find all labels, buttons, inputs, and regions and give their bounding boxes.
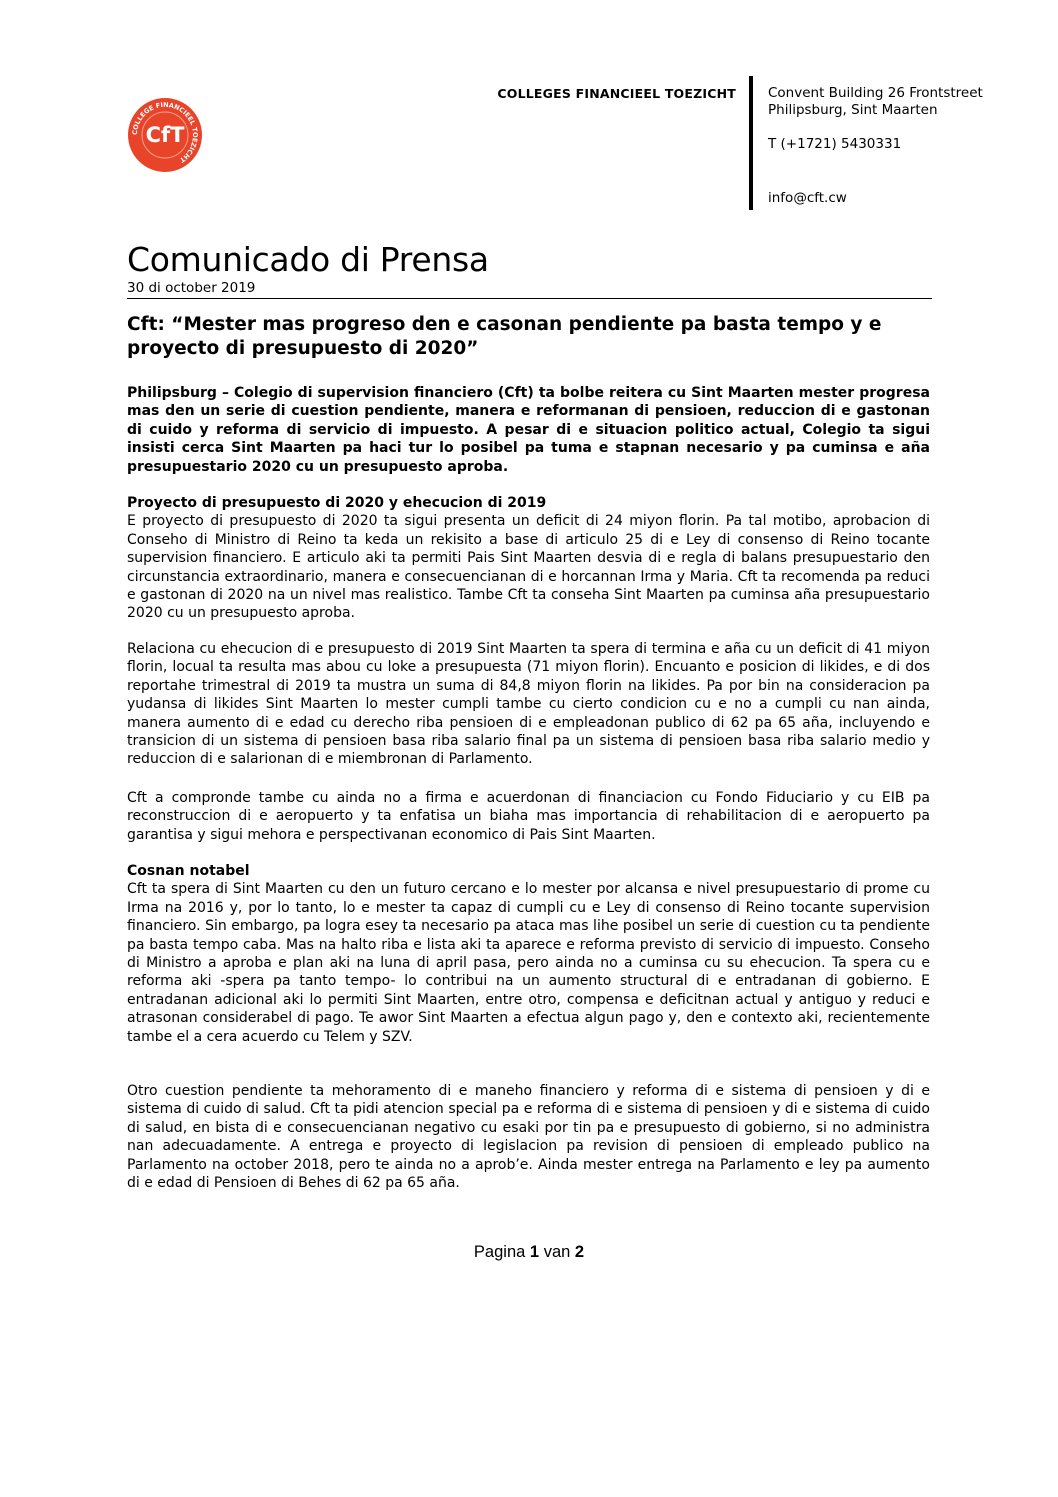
section-1-paragraph-3: Cft a compronde tambe cu ainda no a firma e acuerdonan di financiacion cu Fondo Fiduciario y cu EIB pa reconstruccion di e aeropuerto y ta enfatisa un biaha mas importancia di rehabilitacion di e aeropuerto pa garantisa y sigui mehora e perspectivanan economico di Pais Sint Maarten. bbox=[127, 790, 930, 843]
lead-paragraph: Philipsburg – Colegio di supervision financiero (Cft) ta bolbe reitera cu Sint Maarten mester progresa mas den un serie di cuestion pendiente, manera e reformanan di pensioen, reduccion di e gastonan di cuido y reforma di servicio di impuesto. A pesar di e situacion politico actual, Colegio ta sigui insisti cerca Sint Maarten pa haci tur lo posibel pa tuma e stapnan necesario y pa cuminsa e aña presupuestario 2020 cu un presupuesto aproba. bbox=[127, 385, 930, 475]
title-rule bbox=[127, 298, 932, 299]
email-link[interactable]: info@cft.cw bbox=[768, 190, 847, 206]
section-1-paragraph-2-block bbox=[127, 640, 930, 769]
section-1-paragraph-3-block bbox=[127, 789, 930, 844]
page-of: van bbox=[543, 1243, 571, 1261]
page-current: 1 bbox=[529, 1243, 540, 1261]
section-1 bbox=[127, 494, 930, 623]
address bbox=[768, 85, 983, 119]
document-title: Comunicado di Prensa bbox=[127, 240, 489, 279]
section-1-paragraph-1: E proyecto di presupuesto di 2020 ta sigui presenta un deficit di 24 miyon florin. Pa tal motibo, aprobacion di Conseho di Ministro di Reino ta keda un rekisito a base di articulo 25 di e Ley di consenso di Reino tocante supervision financiero. E articulo aki ta permiti Pais Sint Maarten desvia di e regla di balans presupuestario den circunstancia extraordinario, manera e consecuencianan di e horcannan Irma y Maria. Cft ta recomenda pa reduci e gastonan di 2020 na un nivel mas realistico. Tambe Cft ta conseha Sint Maarten pa cuminsa aña presupuestario 2020 cu un presupuesto aproba. bbox=[127, 513, 930, 622]
section-2-paragraph-1: Cft ta spera di Sint Maarten cu den un futuro cercano e lo mester por alcansa e nivel presupuestario di prome cu Irma na 2016 y, por lo tanto, lo e mester ta capaz di cumpli cu e Ley di consenso di Reino tocante supervision financiero. Sin embargo, pa logra esey ta necesario pa ataca mas lihe posibel un serie di cuestion cu ta pendiente pa basta tempo caba. Mas na halto riba e lista aki ta aparece e reforma previsto di servicio di impuesto. Conseho di Ministro a aproba e plan aki na luna di april pasa, pero ainda no a cuminsa cu su ehecucion. Ta spera cu e reforma aki -spera pa tanto tempo- lo contribui na un aumento structural di e entradanan di gobierno. E entradanan adicional aki lo permiti Sint Maarten, entre otro, compensa e deficitnan actual y antiguo y reduci e atrasonan considerabel di pago. Te awor Sint Maarten a efectua algun pago y, den e contexto aki, recientemente tambe el a cera acuerdo cu Telem y SZV. bbox=[127, 881, 930, 1045]
page-word: Pagina bbox=[473, 1243, 526, 1261]
section-2-heading: Cosnan notabel bbox=[127, 863, 250, 879]
address-line-1: Convent Building 26 Frontstreet bbox=[768, 85, 983, 101]
document-date: 30 di october 2019 bbox=[127, 280, 256, 296]
page-number bbox=[0, 1243, 1058, 1262]
headline: Cft: “Mester mas progreso den e casonan pendiente pa basta tempo y e proyecto di presupuesto di 2020” bbox=[127, 314, 882, 359]
address-line-2: Philipsburg, Sint Maarten bbox=[768, 102, 938, 118]
section-2-paragraph-2-block bbox=[127, 1082, 930, 1192]
section-1-heading: Proyecto di presupuesto di 2020 y ehecucion di 2019 bbox=[127, 495, 547, 511]
cft-logo bbox=[127, 97, 203, 173]
header-divider bbox=[749, 76, 753, 210]
logo-ring-text: COLLEGE FINANCIEEL TOEZICHT bbox=[130, 100, 200, 165]
section-2 bbox=[127, 862, 930, 1046]
section-1-paragraph-2: Relaciona cu ehecucion di e presupuesto di 2019 Sint Maarten ta spera di termina e aña cu un deficit di 41 miyon florin, locual ta resulta mas abou cu loke a presupuesta (71 miyon florin). Encuanto e posicion di likides, e di dos reportahe trimestral di 2019 ta mustra un suma di 84,8 miyon florin na likides. Pa por bin na consideracion pa yudansa di likides Sint Maarten lo mester cumpli tambe cu cierto condicion cu e no a cumpli cu nan ainda, manera aumento di e edad cu derecho riba pensioen di e empleadonan publico di 62 pa 65 aña, incluyendo e transicion di un sistema di pensioen basa riba salario final pa un sistema di pensioen basa riba salario medio y reduccion di e salarionan di e miembronan di Parlamento. bbox=[127, 641, 930, 768]
logo-text: CfT bbox=[145, 123, 185, 147]
org-name: COLLEGES FINANCIEEL TOEZICHT bbox=[497, 86, 736, 101]
phone: T (+1721) 5430331 bbox=[768, 136, 902, 152]
page-total: 2 bbox=[574, 1243, 585, 1261]
section-2-paragraph-2: Otro cuestion pendiente ta mehoramento di e maneho financiero y reforma di e sistema di pensioen y di e sistema di cuido di salud. Cft ta pidi atencion special pa e reforma di e sistema di pensioen y di e sistema di cuido di salud, en bista di e consecuencianan negativo cu esaki por tin pa e presupuesto di gobierno, si no administra nan adecuadamente. A entrega e proyecto di legislacion pa revision di pensioen di empleado publico na Parlamento na october 2018, pero te ainda no a aprob’e. Ainda mester entrega na Parlamento e ley pa aumento di e edad di Pensioen di Behes di 62 pa 65 aña. bbox=[127, 1083, 930, 1192]
